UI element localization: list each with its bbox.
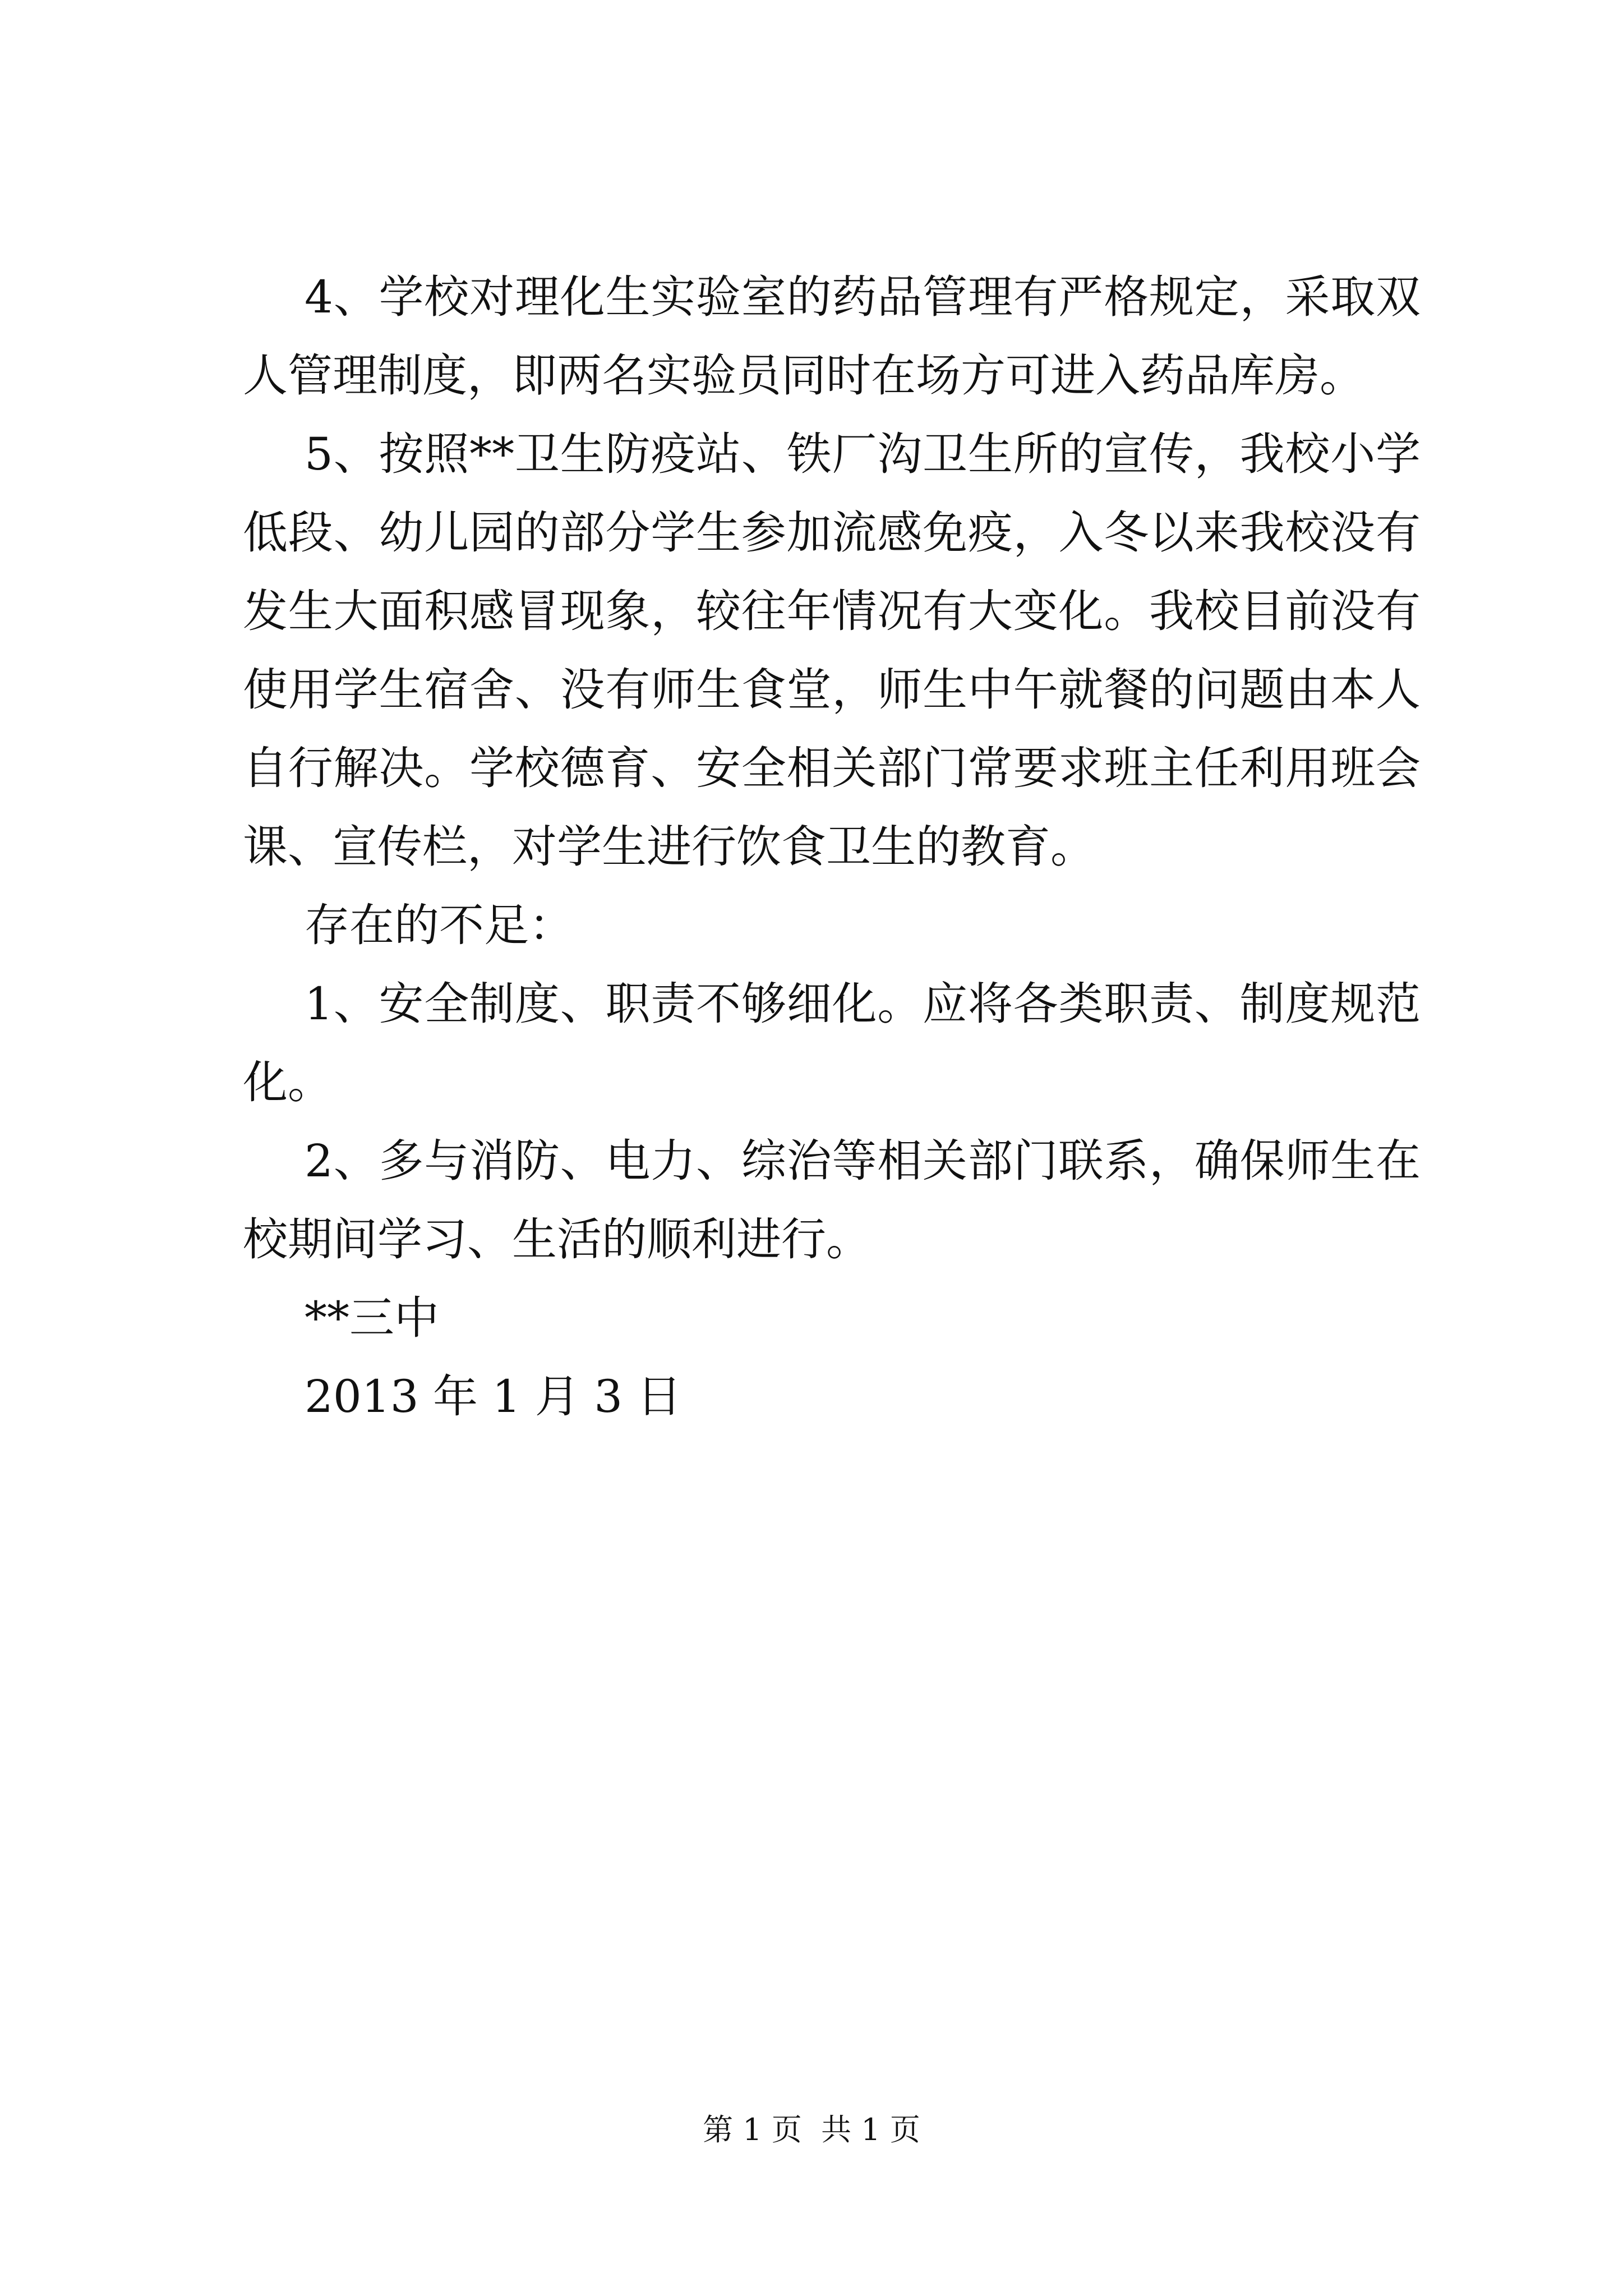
shortcoming-item-2: 2、多与消防、电力、综治等相关部门联系，确保师生在校期间学习、生活的顺利进行。 [243,1135,1421,1266]
paragraph-item-4: 4、学校对理化生实验室的药品管理有严格规定，采取双人管理制度，即两名实验员同时在场方可进入药品库房。 [243,271,1421,402]
paragraph-item-5: 5、按照**卫生防疫站、铁厂沟卫生所的宣传，我校小学低段、幼儿园的部分学生参加流感免疫，入冬以来我校没有发生大面积感冒现象，较往年情况有大变化。我校目前没有使用学生宿舍、没有师生食堂，师生中午就餐的问题由本人自行解决。学校德育、安全相关部门常要求班主任利用班会课、宣传栏，对学生进行饮食卫生的教育。 [243,428,1421,873]
shortcomings-heading: 存在的不足： [305,899,574,951]
page-footer [0,2108,1623,2152]
signature-date: 2013 年 1 月 3 日 [305,1370,682,1423]
page-number-label: 第 1 页 共 1 页 [703,2112,920,2147]
document-body [243,258,1421,1436]
signature-school: **三中 [305,1292,439,1344]
shortcoming-item-1: 1、安全制度、职责不够细化。应将各类职责、制度规范化。 [243,978,1421,1108]
